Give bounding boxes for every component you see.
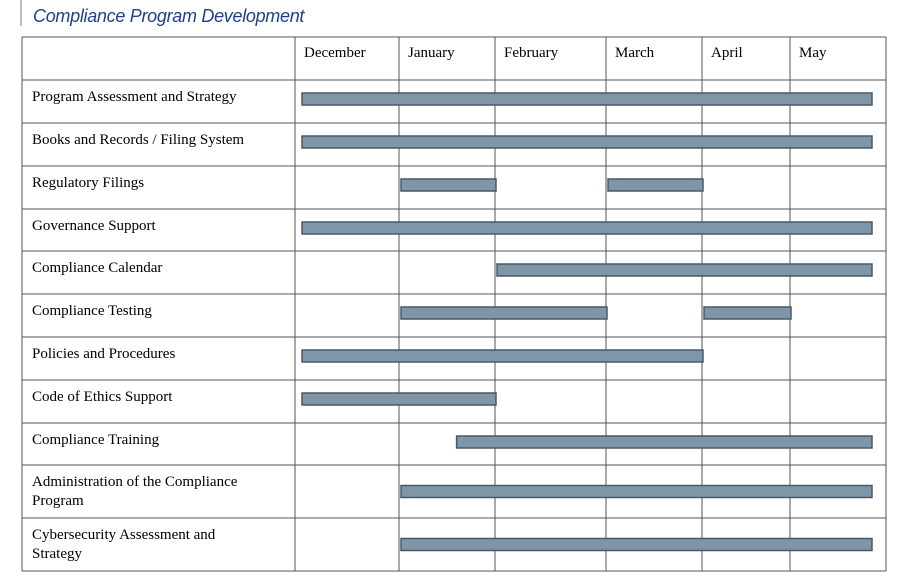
task-label: Program Assessment and Strategy	[32, 89, 237, 105]
month-header: January	[408, 45, 455, 61]
task-label: Regulatory Filings	[32, 175, 145, 191]
task-bar	[457, 436, 872, 448]
task-label: Compliance Calendar	[32, 260, 163, 276]
task-bar	[302, 393, 496, 405]
month-header: April	[711, 45, 743, 61]
task-bar	[401, 539, 872, 551]
task-label: Governance Support	[32, 218, 156, 234]
task-label: Compliance Training	[32, 432, 160, 448]
task-bar	[401, 307, 607, 319]
task-label: Code of Ethics Support	[32, 389, 173, 405]
task-bar	[302, 93, 872, 105]
task-label: Administration of the Compliance	[32, 474, 238, 490]
task-bar	[302, 222, 872, 234]
task-bar	[302, 136, 872, 148]
task-bar	[401, 486, 872, 498]
task-label: Cybersecurity Assessment and	[32, 527, 216, 543]
task-label: Program	[32, 493, 84, 509]
task-label: Strategy	[32, 546, 82, 562]
month-header: May	[799, 45, 827, 61]
task-label: Compliance Testing	[32, 303, 152, 319]
month-header: February	[504, 45, 559, 61]
month-header: December	[304, 45, 366, 61]
task-bar	[302, 350, 703, 362]
task-bar	[704, 307, 791, 319]
chart-title: Compliance Program Development	[33, 6, 305, 26]
task-bar	[401, 179, 496, 191]
task-bar	[497, 264, 872, 276]
task-label: Policies and Procedures	[32, 346, 176, 362]
task-bar	[608, 179, 703, 191]
task-label: Books and Records / Filing System	[32, 132, 245, 148]
month-header: March	[615, 45, 655, 61]
